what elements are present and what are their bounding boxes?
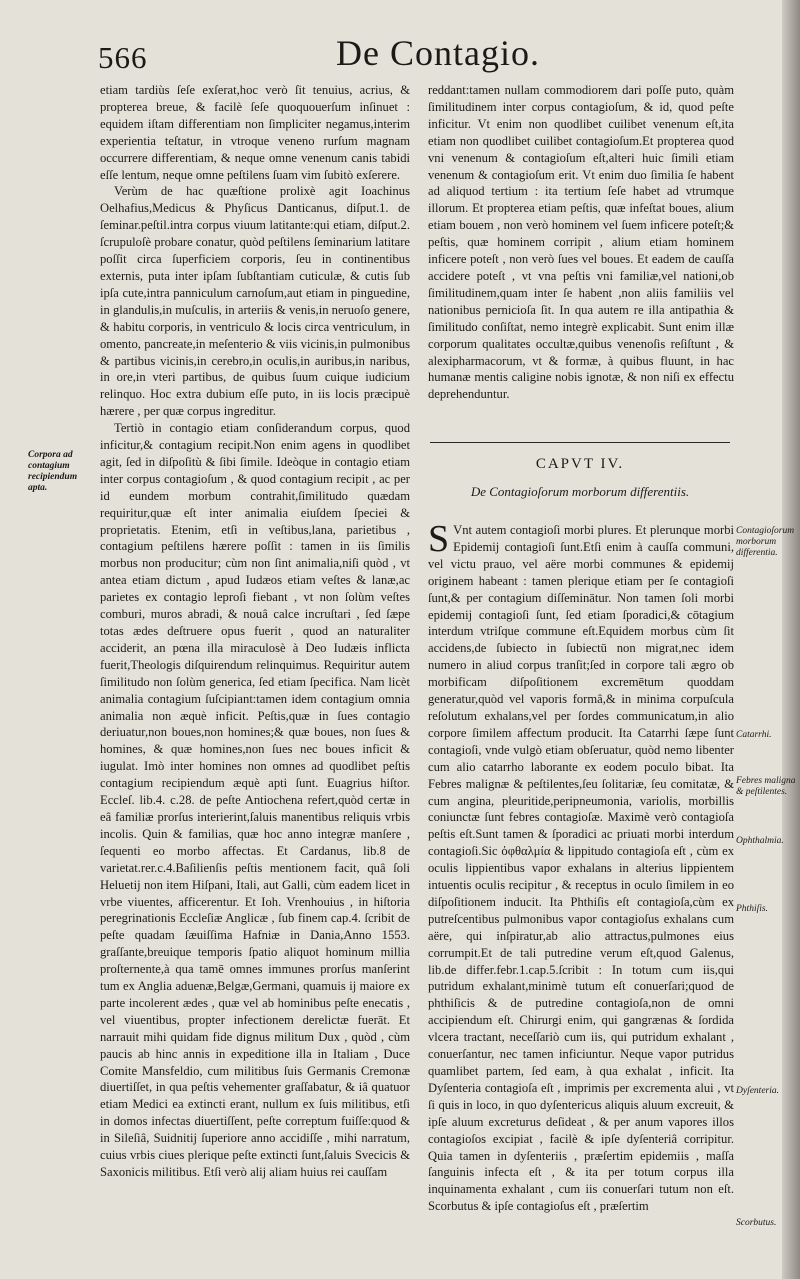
right-column-chapter (428, 518, 734, 1215)
paragraph: Verùm de hac quæſtione prolixè agit Ioachinus Oelhafius,Medicus & Phyſicus Danticanus, diſput.1. de ſeminar.peſtil.intra corpus viuum latitante:qui etiam, diſput.2. ſcrupuloſè probare conatur, quòd peſtilens ſeminarium latitare poſſit circa ſuperficiem corporis, ſeu in continentibus externis, puta inter ipſam ſubſtantiam cuticulæ, & cutis ſub ipſa cute,intra panniculum carnoſum,aut etiam in pinguedine, in glandulis,in muſculis, in arteriis & venis,in neruoſo genere, & habitu corporis, in ventriculo & locis circa ventriculum, in omento, pancreate,in meſenterio & viis vicinis,in pulmonibus & partibus vicinis,in cerebro,in oculis,in auribus,in naribus, in ore,in vteri partibus, de quibus ſuum cuique iudicium relinquo. Hoc extra dubium eſſe puto, in iis locis præcipuè hærere , per quæ corpus ingreditur. (100, 184, 410, 419)
margin-note: Scorbutus. (736, 1218, 777, 1228)
paragraph: reddant:tamen nullam commodiorem dari poſſe puto, quàm ſimilitudinem inter corpus contagioſum, & id, quod peſte inficitur. Vt enim non quodlibet cuilibet venenum eſt,ita etiam non quodlibet cuilibet contagioſum.Et propterea quod vni venenum & contagioſum eſt,alteri huic ſimili etiam venenum & contagioſum erit. Vt enim duo ſimilia ſe habent ad aliquod tertium : ita tertium ſeſe habet ad vtrumque illorum. Et propterea etiam peſtis, quæ infeſtat boues, alium etiam bouem , non verò hominem vel ſuem inficere poteſt;& peſtis, quæ hominem corripit , alium etiam hominem inficere poteſt , non verò ſues vel boues. Et eadem de cauſſa accidere poteſt , vt vna peſtis vni familiæ,vel nationi,ob ſimilitudinem,quam inter ſe habent ,non aliis familiis vel nationibus pernicioſa ſit. In qua autem re illa antipathia & ſimilitudo conſiſtat, nemo integrè explicabit. Sunt enim illæ corporum qualitates occultæ,quibus venenoſis reſiſtunt , & alexipharmacorum, vt & formæ, à quibus fluunt, in hac humanæ mentis caligine nobis ignotæ, & non niſi ex effectu deprehenduntur. (428, 83, 734, 402)
chapter-subtitle: De Contagioſorum morborum differentiis. (470, 484, 690, 499)
paragraph: Tertiò in contagio etiam conſiderandum corpus, quod inficitur,& contagium recipit.Non enim agens in quodlibet agit, ſed in diſpoſitù & ſibi ſimile. Ideòque in contagio etiam inter corpus contagioſum , & quod contagium recipit , ac per id eundem morbum contrahit,ſimilitudo quædam requiritur,quæ eſt inter animalia eiuſdem ſpeciei & proprietatis. Etenim, etſi in veſtibus,lana, parietibus , contagium peſtilens hærere poſſit : tamen in iis ſimilis morbus non producitur; cùm non ſint animalia,niſi quòd , vt antea etiam dictum , apud Iudæos etiam veſtes & lanæ,ac parietes ex contagio leproſi fiebant , vt non ſolùm veſtes comburi, muros abradi, & nouâ calce incruſtari , ſed ſæpe totas ædes deſtruere opus fuerit , quod an naturaliter acciderit, an pœna illa miraculosè à Deo Iudæis inflicta fuerit,Theologis diſquirendum relinquimus. Requiritur autem ſimilitudo non ſolùm generica, ſed etiam ſpecifica. Nam licèt animalia contagium ſuſcipiant:tamen idem contagium omnia animalia non æquè inficit. Peſtis,quæ in ſues contagio deriuatur,non boues,non homines;& quæ boues, non ſues & homines, & quæ homines,non ſues nec boues inficit & iugulat. Imò inter homines non omnes ad quodlibet peſtis contagium recipiendum æquè apti ſunt. Euagrius hiſtor. Eccleſ. lib.4. c.28. de peſte Antiochena refert,quòd certæ in eâ familiæ prorſus interierint,ſaluis manentibus reliquis vrbis incolis. Quin & familias, quæ hoc anno integræ manſere , ſequenti eo morbo affectas. Et Cardanus, lib.8 de varietat.rer.c.4.Baſilienſis peſtis mentionem facit, quâ ſoli Heluetij non item Hiſpani, Itali, aut Galli, cùm eadem licet in vrbe viuentes, afficerentur. Et Ioh. Vrenhouius , in hiſtoria peregrinationis Eccleſiæ Anglicæ , ſub finem cap.4. ſcribit de peſte quadam ſæuiſſima Hafniæ in Dania,Anno 1553. graſſante,breuique temporis ſpatio aliquot hominum millia proſternente,à qua tamē omnes immunes prorſus manſerint tum ex Anglia aduenæ,Belgæ,Germani, quamuis ij maiore ex parte incolerent ædes , quæ vel ab hominibus peſte enecatis , vel viuentibus, propter infectionem derelictæ fuerāt. Et narrauit mihi quidam fide dignus militum Dux , quòd , cùm paucis ab hinc annis in expeditione illa in Italiam , Duce Comite Mansfeldio, cum militibus ſuis Germanis Cremonæ diuertiſſet, in qua peſtis vehementer graſſabatur, & iâ quatuor etiam Medici ea extincti erant, nullum ex ſuis militibus, etſi in domos infectas diuertiſſent, peſte correptum fuiſſe:quod & in Sileſiâ, Suidnitij ſuperiore anno accidiſſe , mihi narratum, cuius vrbis ciues plerique peſte extincti ſunt,ſaluis Svecicis & Saxonicis militibus. Etſi verò alij aliam huius rei cauſſam (100, 421, 410, 1179)
margin-note: Catarrhi. (736, 730, 772, 740)
left-column (100, 82, 410, 1181)
section-divider (430, 442, 730, 443)
page-header (92, 30, 732, 78)
chapter-text: Vnt autem contagioſi morbi plures. Et plerunque morbi Epidemij contagioſi ſunt.Etſi enim à cauſſa communi, vel victu prauo, vel aëre morbi communes & epidemij originem habeant : tamen plerique etiam per ſe contagioſi ſunt,& per contagium diſſeminātur. Non tamen ſoli morbi epidemij contagioſi ſunt, ſed etiam ſporadici,& cōtagium interdum vtriſque commune eſt.Equidem morbus cùm ſit accidens,de ſubiecto in ſubiectū non migrat,nec idem numero in aliud corpus tranſit;ſed in corpore tali ægro ob morbificam diſpoſitionem excremētum quoddam generatur,quòd vel vaporis formâ,& in minima corpuſcula reſolutum exhalans,vel per ſordes communicatum,in alio corpore ſimilem affectum producit. Ita Catarrhi ſæpe ſunt contagioſi, vnde vulgò etiam obſeruatur, quòd nemo libenter cum alio catarrho laborante ex eodem poculo bibat. Ita Febres malignæ & peſtilentes,ſeu ſolitariæ, ſeu comitatæ, & cum angina, pleuritide,peripneumonia, variolis, morbillis coniunctæ ſunt febres contagioſæ. Maximè verò contagioſa peſtis eſt.Sunt tamen & ſporadici ac priuati morbi interdum contagioſi.Sic ὀφθαλμία & lippitudo contagioſa eſt , cùm ex oculis lippientibus vapor exhalans in alterius lippientem intuentis oculis recipitur , & receptus in oculo ſimilem in eo diſpoſitionem inducit. Ita Phthiſis eſt contagioſa,cùm ex putreſcentibus pulmonibus vapor contagioſus exhalans cum aëre, qui inſpiratur,ab alio attractus,pulmones eius corrumpit.Et de tali putredine verum eſt,quod Galenus, lib.de differ.febr.1.cap.5.ſcribit : In totum cum iis,qui putridum exhalant,minimè tutum eſt conuerſari;quod de phthiſicis & de putredine contagioſa,non de omni accipiendum eſt. Chirurgi enim, qui gangrænas & ſordida vlcera tractant, neceſſariò cum iis, qui putridum exhalant , conuerſantur, nec tamen inficiuntur. Neque vapor putridus quamlibet partem, ſed eam, à qua exhalat , inficit. Ita Dyſenteria contagioſa eſt , imprimis per excrementa alui , vt ſi quis in loco, in quo dyſentericus aliquis aluum excreuit, & ipſe aluum excreturus deſideat , & per anum vapores illos contagioſos excipiat , facilè & ipſe dyſenteriâ corripitur. Quia tamen in dyſenteriis , præſertim epidemiis , maſſa ſanguinis infecta eſt , & ita per totum corpus illa inquinamenta exhalant , cum iis conuerſari tutum non eſt. Scorbutus & ipſe contagioſus eſt , præſertim (428, 523, 734, 1214)
paragraph: etiam tardiùs ſeſe exſerat,hoc verò ſit tenuius, acrius, & propterea breue, & facilè ſeſe quoquouerſum inſinuet : equidem iſtam differentiam non ſimpliciter negamus,interim experientia teſtatur, in vtroque veneno rurſum magnam occurrere differentiam, & neque omne venenum canis tabidi eſſe lentum, neque omne peſtilens ſuam vim ſubitò exſerere. (100, 83, 410, 182)
margin-note-left: Corpora ad contagium recipiendum apta. (28, 450, 78, 493)
margin-note: Dyſenteria. (736, 1086, 780, 1096)
drop-cap: S (428, 518, 450, 560)
running-title: De Contagio. (336, 33, 540, 73)
margin-note: Ophthalmia. (736, 836, 784, 846)
margin-note: Phthiſis. (736, 904, 768, 914)
chapter-title: CAPVT IV. (535, 456, 625, 472)
margin-note: Contagioſorum morborum differentia. (736, 526, 795, 558)
right-column-top (428, 82, 734, 403)
page-number: 566 (98, 40, 148, 75)
margin-note: Febres maligna & peſtilentes. (736, 776, 796, 797)
paragraph (428, 518, 734, 1215)
